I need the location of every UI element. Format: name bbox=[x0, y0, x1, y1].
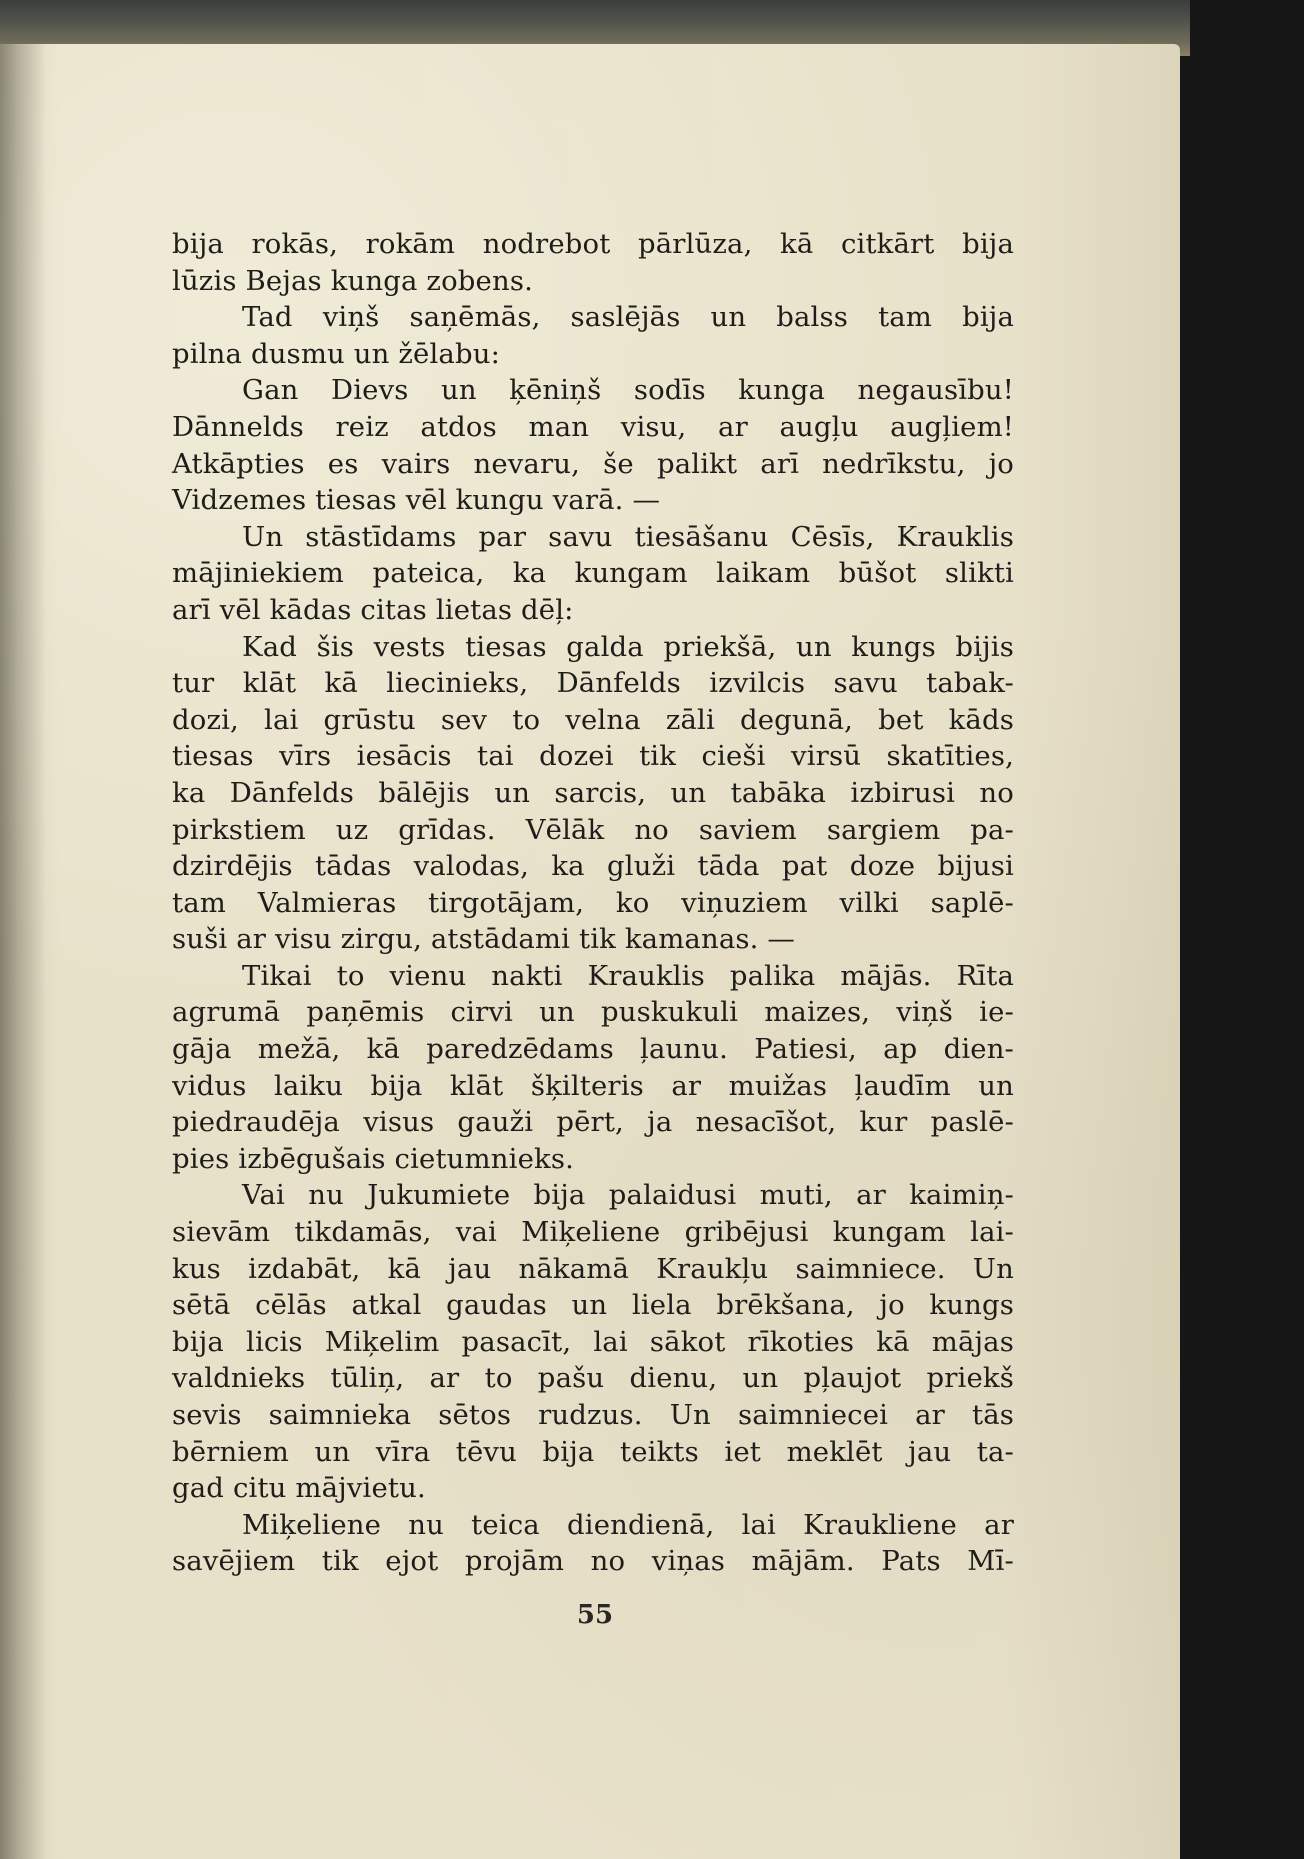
body-text bbox=[172, 226, 1014, 1580]
text-line: valdnieks tūliņ, ar to pašu dienu, un pļaujot priekš bbox=[172, 1362, 1014, 1395]
text-line: gad citu mājvietu. bbox=[172, 1472, 426, 1505]
text-line: pilna dusmu un žēlabu: bbox=[172, 337, 500, 370]
text-line: Gan Dievs un ķēniņš sodīs kunga negausību! bbox=[242, 374, 1014, 407]
text-line: Tad viņš saņēmās, saslējās un balss tam bija bbox=[242, 301, 1014, 334]
text-line: Un stāstīdams par savu tiesāšanu Cēsīs, Krauklis bbox=[242, 520, 1014, 553]
text-line: bija licis Miķelim pasacīt, lai sākot rīkoties kā mājas bbox=[172, 1325, 1014, 1358]
text-line: lūzis Bejas kunga zobens. bbox=[172, 264, 533, 297]
text-line: piedraudēja visus gauži pērt, ja nesacīšot, kur paslē- bbox=[172, 1106, 1014, 1139]
text-line: vidus laiku bija klāt šķilteris ar muižas ļaudīm un bbox=[172, 1069, 1014, 1102]
text-line: tur klāt kā liecinieks, Dānfelds izvilcis savu tabak- bbox=[172, 667, 1014, 700]
page-gutter-shadow bbox=[0, 44, 46, 1859]
text-line: Vidzemes tiesas vēl kungu varā. — bbox=[172, 484, 661, 517]
text-line: bija rokās, rokām nodrebot pārlūza, kā citkārt bija bbox=[172, 228, 1014, 260]
text-line: Dānnelds reiz atdos man visu, ar augļu augļiem! bbox=[172, 410, 1014, 443]
text-line: tiesas vīrs iesācis tai dozei tik cieši virsū skatīties, bbox=[172, 740, 1014, 773]
text-line: kus izdabāt, kā jau nākamā Kraukļu saimniece. Un bbox=[172, 1252, 1014, 1285]
text-line: Tikai to vienu nakti Krauklis palika mājās. Rīta bbox=[242, 959, 1014, 992]
text-line: pirkstiem uz grīdas. Vēlāk no saviem sargiem pa- bbox=[172, 813, 1014, 846]
text-line: gāja mežā, kā paredzēdams ļaunu. Patiesi, ap dien- bbox=[172, 1033, 1014, 1066]
text-line: sievām tikdamās, vai Miķeliene gribējusi kungam lai- bbox=[172, 1216, 1014, 1249]
text-line: Vai nu Jukumiete bija palaidusi muti, ar kaimiņ- bbox=[242, 1179, 1014, 1212]
text-line: agrumā paņēmis cirvi un puskukuli maizes, viņš ie- bbox=[172, 996, 1014, 1029]
text-line: ka Dānfelds bālējis un sarcis, un tabāka izbirusi no bbox=[172, 776, 1014, 809]
text-line: pies izbēgušais cietumnieks. bbox=[172, 1142, 574, 1175]
text-line: sētā cēlās atkal gaudas un liela brēkšana, jo kungs bbox=[172, 1289, 1014, 1322]
text-line: savējiem tik ejot projām no viņas mājām. Pats Mī- bbox=[172, 1545, 1014, 1578]
text-line: mājiniekiem pateica, ka kungam laikam būšot slikti bbox=[172, 557, 1014, 590]
text-line: dzirdējis tādas valodas, ka gluži tāda pat doze bijusi bbox=[172, 850, 1014, 883]
text-line: sevis saimnieka sētos rudzus. Un saimniecei ar tās bbox=[172, 1399, 1014, 1431]
text-line: tam Valmieras tirgotājam, ko viņuziem vilki saplē- bbox=[172, 886, 1014, 919]
text-line: bērniem un vīra tēvu bija teikts iet meklēt jau ta- bbox=[172, 1435, 1014, 1468]
page-number: 55 bbox=[576, 1600, 614, 1630]
text-line: Atkāpties es vairs nevaru, še palikt arī nedrīkstu, jo bbox=[172, 447, 1014, 480]
text-line: Miķeliene nu teica diendienā, lai Kraukliene ar bbox=[242, 1508, 1014, 1541]
text-line: dozi, lai grūstu sev to velna zāli degunā, bet kāds bbox=[172, 703, 1014, 736]
text-line: suši ar visu zirgu, atstādami tik kamanas. — bbox=[172, 923, 796, 956]
text-line: arī vēl kādas citas lietas dēļ: bbox=[172, 593, 574, 626]
text-line: Kad šis vests tiesas galda priekšā, un kungs bijis bbox=[242, 630, 1014, 663]
